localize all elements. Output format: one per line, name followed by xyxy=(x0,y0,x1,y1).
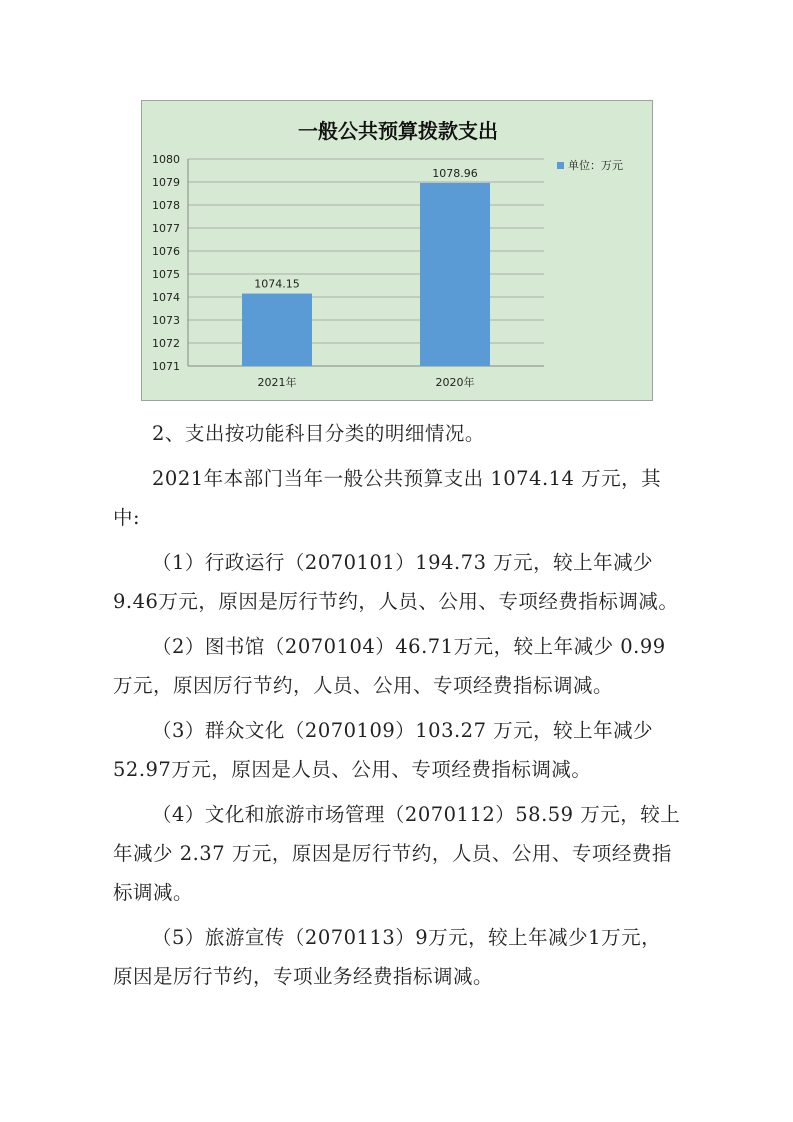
y-tick-label: 1075 xyxy=(152,268,180,281)
paragraph-summary: 2021年本部门当年一般公共预算支出 1074.14 万元，其中: xyxy=(113,467,662,529)
paragraph-item-1: （1）行政运行（2070101）194.73 万元，较上年减少9.46万元，原因是厉行节约，人员、公用、专项经费指标调减。 xyxy=(113,551,679,613)
chart-plot xyxy=(142,101,654,402)
y-tick-label: 1073 xyxy=(152,314,180,327)
bar xyxy=(242,294,312,366)
bar xyxy=(420,183,490,366)
paragraph-item-5: （5）旅游宣传（2070113）9万元，较上年减少1万元，原因是厉行节约，专项业务经费指标调减。 xyxy=(113,926,662,988)
y-tick-label: 1080 xyxy=(152,153,180,166)
bar-chart xyxy=(141,100,653,401)
paragraph-item-2: （2）图书馆（2070104）46.71万元，较上年减少 0.99万元，原因厉行节约，人员、公用、专项经费指标调减。 xyxy=(113,635,666,697)
paragraph-item-3: （3）群众文化（2070109）103.27 万元，较上年减少52.97万元，原因是人员、公用、专项经费指标调减。 xyxy=(113,719,654,781)
x-tick-label: 2020年 xyxy=(435,376,475,389)
body-text xyxy=(113,414,681,1002)
chart-title: 一般公共预算拨款支出 xyxy=(298,119,498,143)
data-label: 1078.96 xyxy=(432,166,478,180)
x-tick-label: 2021年 xyxy=(257,376,297,389)
section-heading: 2、支出按功能科目分类的明细情况。 xyxy=(152,422,485,445)
legend-label: 单位：万元 xyxy=(568,159,623,172)
y-tick-label: 1076 xyxy=(152,245,180,258)
paragraph-item-4: （4）文化和旅游市场管理（2070112）58.59 万元，较上年减少 2.37 万元，原因是厉行节约，人员、公用、专项经费指标调减。 xyxy=(113,803,681,904)
y-tick-label: 1072 xyxy=(152,337,180,350)
y-tick-label: 1071 xyxy=(152,360,180,373)
y-tick-label: 1078 xyxy=(152,199,180,212)
legend-swatch xyxy=(557,162,564,169)
chart-legend xyxy=(557,157,623,173)
data-label: 1074.15 xyxy=(254,277,300,291)
y-tick-label: 1074 xyxy=(152,291,180,304)
y-tick-label: 1079 xyxy=(152,176,180,189)
y-tick-label: 1077 xyxy=(152,222,180,235)
